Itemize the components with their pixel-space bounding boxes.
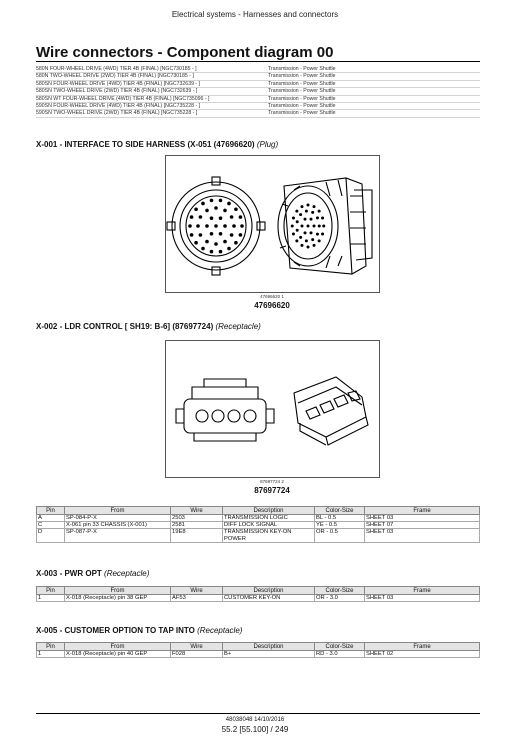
col-header-from: From	[65, 587, 171, 595]
cell-frame: SHEET 03	[365, 595, 480, 602]
pin-contact	[291, 225, 294, 228]
pin-contact	[219, 250, 223, 254]
cell-from: SP-084-P-X	[65, 515, 171, 522]
applicability-row	[36, 81, 480, 88]
pin-contact	[196, 224, 200, 228]
pin-contact	[305, 239, 308, 242]
pin-contact	[190, 233, 194, 237]
table-row	[37, 651, 480, 658]
pin-contact	[299, 213, 302, 216]
figure-connector-x001	[165, 155, 380, 293]
pin-contact	[299, 236, 302, 239]
cell-color-size: YE - 0.5	[315, 522, 365, 529]
col-header-frame: Frame	[365, 587, 480, 595]
section-title-x005	[36, 626, 242, 635]
pin-contact	[210, 250, 214, 254]
applicability-row	[36, 96, 480, 103]
section-title-main: X-002 - LDR CONTROL [ SH19: B-6] (87697724)	[36, 322, 214, 331]
col-header-from: From	[65, 643, 171, 651]
pin-contact	[201, 247, 205, 251]
table-row	[37, 522, 480, 529]
pin-contact	[232, 224, 236, 228]
title-divider	[36, 61, 480, 62]
applicability-row	[36, 66, 480, 73]
cell-frame: SHEET 03	[365, 515, 480, 522]
pin-contact	[321, 233, 324, 236]
cell-from: X-061 pin 33 CHASSIS (X-001)	[65, 522, 171, 529]
cell-color-size: OR - 3.0	[315, 595, 365, 602]
applicability-system: Transmission - Power Shuttle	[268, 66, 336, 72]
section-title-main: X-001 - INTERFACE TO SIDE HARNESS (X-051 (47696620)	[36, 140, 255, 149]
col-header-color-size: Color-Size	[315, 643, 365, 651]
col-header-wire: Wire	[171, 587, 223, 595]
pin-contact	[214, 206, 218, 210]
section-title-type: (Receptacle)	[215, 322, 261, 331]
pin-contact	[307, 204, 310, 207]
pin-contact	[210, 199, 214, 203]
pin-contact	[322, 225, 325, 228]
section-title-main: X-005 - CUSTOMER OPTION TO TAP INTO	[36, 626, 195, 635]
table-row	[37, 595, 480, 602]
applicability-model: 580SN WT FOUR-WHEEL DRIVE (4WD) TIER 4B (FINAL) [NGC735096 - ]	[36, 95, 210, 102]
footer-page-number: 55.2 [55.100] / 249	[221, 725, 289, 734]
figure-number-x002: 87697724	[254, 486, 290, 495]
pin-contact	[295, 210, 298, 213]
cell-description: CUSTOMER KEY-ON	[223, 595, 315, 602]
col-header-from: From	[65, 507, 171, 515]
pin-contact	[239, 233, 243, 237]
pin-contact	[305, 210, 308, 213]
cell-frame: SHEET 02	[365, 651, 480, 658]
cell-frame: SHEET 07	[365, 522, 480, 529]
col-header-description: Description	[223, 643, 315, 651]
col-header-description: Description	[223, 507, 315, 515]
pin-contact	[304, 218, 307, 221]
cell-pin: 1	[37, 651, 65, 658]
pin-contact	[313, 225, 316, 228]
pin-contact	[219, 199, 223, 203]
pin-contact	[296, 229, 299, 232]
footer-document-id: 48038048 14/10/2016	[225, 717, 285, 723]
applicability-model: 590SN FOUR-WHEEL DRIVE (4WD) TIER 4B (FINAL) [NGC735228 - ]	[36, 102, 201, 109]
page-title: Wire connectors - Component diagram 00	[36, 44, 334, 61]
pin-contact	[190, 215, 194, 219]
table-row	[37, 515, 480, 522]
applicability-system: Transmission - Power Shuttle	[268, 102, 336, 109]
applicability-system: Transmission - Power Shuttle	[268, 80, 336, 87]
connector-plug-illustration	[166, 156, 379, 292]
pin-contact	[310, 231, 313, 234]
pin-contact	[318, 210, 321, 213]
pin-contact	[230, 215, 234, 219]
applicability-system: Transmission - Power Shuttle	[268, 110, 336, 117]
applicability-model: 580N FOUR-WHEEL DRIVE (4WD) TIER 4B (FINAL) [NGC730185 - ]	[36, 66, 197, 72]
pin-contact	[230, 233, 234, 237]
pin-contact	[300, 205, 303, 208]
applicability-model: 580SN FOUR-WHEEL DRIVE (4WD) TIER 4B (FINAL) [NGC732639 - ]	[36, 80, 201, 87]
figure-number-x001: 47696620	[254, 301, 290, 310]
pin-contact	[199, 233, 203, 237]
col-header-pin: Pin	[37, 587, 65, 595]
pin-contact	[214, 224, 218, 228]
applicability-system: Transmission - Power Shuttle	[268, 73, 336, 80]
pin-contact	[227, 202, 231, 206]
pin-contact	[214, 242, 218, 246]
pin-contact	[292, 216, 295, 219]
section-title-x001	[36, 140, 278, 149]
page-header: Electrical systems - Harnesses and connectors	[171, 10, 339, 19]
pin-contact	[223, 209, 227, 213]
pin-contact	[227, 247, 231, 251]
cell-description: B+	[223, 651, 315, 658]
cell-from: X-018 (Receptacle) pin 40 GEP	[65, 651, 171, 658]
pin-contact	[313, 244, 316, 247]
cell-pin: C	[37, 522, 65, 529]
cell-wire: 2503	[171, 515, 223, 522]
pin-contact	[205, 209, 209, 213]
figure-connector-x002	[165, 340, 380, 478]
footer-divider	[36, 713, 480, 714]
pin-contact	[219, 232, 223, 236]
cell-from: X-018 (Receptacle) pin 38 GEP	[65, 595, 171, 602]
figure-reference-x001: 47696620 1	[260, 294, 284, 299]
cell-wire: 2581	[171, 522, 223, 529]
pin-contact	[304, 231, 307, 234]
wire-table-x005	[36, 642, 480, 658]
cell-wire: AF53	[171, 595, 223, 602]
pin-contact	[194, 241, 198, 245]
section-title-type: (Receptacle)	[197, 626, 243, 635]
table-header-row	[37, 587, 480, 595]
wire-table-x002	[36, 506, 480, 543]
applicability-system: Transmission - Power Shuttle	[268, 95, 336, 102]
col-header-wire: Wire	[171, 507, 223, 515]
figure-reference-x002: 87697724 2	[260, 479, 284, 484]
col-header-color-size: Color-Size	[315, 587, 365, 595]
section-title-x003	[36, 569, 149, 578]
pin-contact	[301, 225, 304, 228]
col-header-frame: Frame	[365, 643, 480, 651]
pin-contact	[307, 246, 310, 249]
pin-contact	[210, 232, 214, 236]
section-title-type: (Plug)	[256, 140, 279, 149]
pin-contact	[318, 225, 321, 228]
pin-contact	[311, 211, 314, 214]
connector-receptacle-illustration	[166, 341, 379, 477]
col-header-pin: Pin	[37, 507, 65, 515]
col-header-description: Description	[223, 587, 315, 595]
cell-pin: 1	[37, 595, 65, 602]
pin-contact	[240, 224, 244, 228]
cell-description: DIFF LOCK SIGNAL	[223, 522, 315, 529]
cell-color-size: OR - 0.5	[315, 529, 365, 542]
applicability-row	[36, 103, 480, 110]
pin-contact	[223, 240, 227, 244]
pin-contact	[307, 225, 310, 228]
pin-contact	[313, 205, 316, 208]
cell-frame: SHEET 03	[365, 529, 480, 542]
pin-contact	[295, 239, 298, 242]
applicability-model: 580SN TWO-WHEEL DRIVE (2WD) TIER 4B (FINAL) [NGC732639 - ]	[36, 88, 198, 95]
cell-color-size: RD - 3.0	[315, 651, 365, 658]
pin-contact	[199, 215, 203, 219]
pin-contact	[205, 224, 209, 228]
cell-wire: F028	[171, 651, 223, 658]
applicability-model: 590SN TWO-WHEEL DRIVE (2WD) TIER 4B (FINAL) [NGC735228 - ]	[36, 110, 198, 117]
pin-contact	[219, 216, 223, 220]
applicability-model: 580N TWO-WHEEL DRIVE (2WD) TIER 4B (FINAL) [NGC730185 - ]	[36, 73, 194, 80]
pin-contact	[310, 218, 313, 221]
applicability-list	[36, 66, 480, 118]
pin-contact	[188, 224, 192, 228]
pin-contact	[321, 216, 324, 219]
pin-contact	[300, 244, 303, 247]
applicability-row	[36, 73, 480, 80]
table-header-row	[37, 643, 480, 651]
col-header-pin: Pin	[37, 643, 65, 651]
pin-contact	[223, 224, 227, 228]
section-title-main: X-003 - PWR OPT	[36, 569, 102, 578]
cell-from: SP-087-P-X	[65, 529, 171, 542]
pin-contact	[239, 215, 243, 219]
pin-contact	[316, 233, 319, 236]
cell-pin: D	[37, 529, 65, 542]
section-title-x002	[36, 322, 261, 331]
cell-color-size: BL - 0.5	[315, 515, 365, 522]
applicability-row	[36, 110, 480, 117]
pin-contact	[201, 202, 205, 206]
pin-contact	[234, 241, 238, 245]
cell-pin: A	[37, 515, 65, 522]
col-header-wire: Wire	[171, 643, 223, 651]
pin-contact	[234, 207, 238, 211]
pin-contact	[296, 220, 299, 223]
pin-contact	[194, 207, 198, 211]
table-row	[37, 529, 480, 542]
pin-contact	[210, 216, 214, 220]
cell-wire: 19E8	[171, 529, 223, 542]
pin-contact	[292, 233, 295, 236]
pin-contact	[205, 240, 209, 244]
cell-description: TRANSMISSION LOGIC	[223, 515, 315, 522]
col-header-frame: Frame	[365, 507, 480, 515]
applicability-row	[36, 88, 480, 95]
pin-contact	[311, 238, 314, 241]
col-header-color-size: Color-Size	[315, 507, 365, 515]
pin-contact	[318, 239, 321, 242]
pin-contact	[316, 216, 319, 219]
section-title-type: (Receptacle)	[104, 569, 150, 578]
cell-description: TRANSMISSION KEY-ON POWER	[223, 529, 315, 542]
applicability-system: Transmission - Power Shuttle	[268, 88, 336, 95]
table-header-row	[37, 507, 480, 515]
wire-table-x003	[36, 586, 480, 602]
